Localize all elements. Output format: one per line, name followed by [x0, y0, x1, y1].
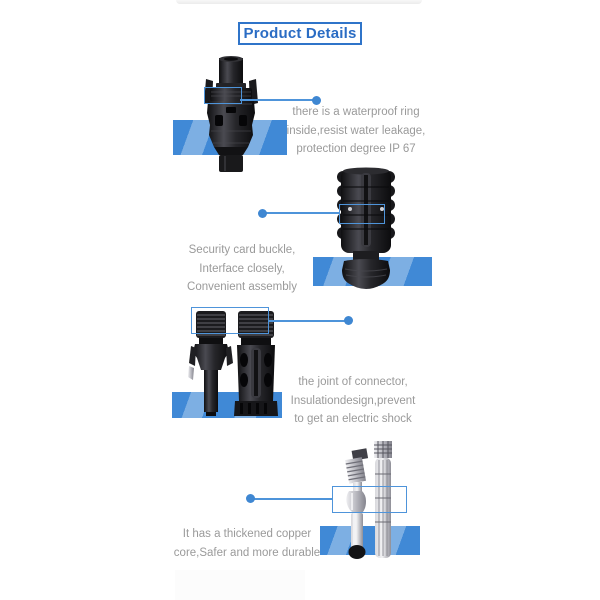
- caption-line: Convenient assembly: [187, 281, 297, 293]
- adjacent-section-edge-bottom: [175, 570, 305, 600]
- callout-line-3: [269, 320, 348, 322]
- caption-line: the joint of connector,: [298, 376, 408, 388]
- caption-line: Interface closely,: [199, 262, 285, 275]
- callout-rect-security-buckle: [339, 204, 385, 224]
- callout-line-4: [251, 498, 332, 500]
- callout-rect-waterproof-ring: [204, 87, 242, 104]
- caption-line: Insulationdesign,prevent: [290, 394, 416, 407]
- caption-line: there is a waterproof ring: [292, 106, 420, 118]
- caption-line: Security card buckle,: [188, 244, 296, 256]
- callout-dot-2: [258, 209, 267, 218]
- caption-copper-core: [147, 525, 347, 562]
- page-title: [238, 22, 362, 45]
- page-title-text: Product Details: [243, 25, 357, 42]
- adjacent-section-edge-top: [176, 0, 422, 4]
- caption-security-buckle: [152, 241, 332, 297]
- caption-connector-joint: [258, 373, 448, 429]
- caption-waterproof-ring: [272, 103, 440, 159]
- caption-line: It has a thickened copper: [182, 528, 312, 540]
- caption-line: core,Safer and more durable: [173, 546, 321, 559]
- callout-rect-copper-core: [332, 486, 407, 513]
- caption-line: inside,resist water leakage,: [286, 124, 426, 137]
- mc4-female-connector-photo: [198, 55, 264, 172]
- caption-line: to get an electric shock: [294, 413, 412, 425]
- callout-line-2: [263, 212, 339, 214]
- mc4-male-connector-photo: [337, 167, 395, 289]
- callout-dot-4: [246, 494, 255, 503]
- callout-rect-connector-joint: [191, 307, 269, 334]
- caption-line: protection degree IP 67: [296, 143, 416, 155]
- callout-dot-3: [344, 316, 353, 325]
- callout-line-1: [240, 99, 316, 101]
